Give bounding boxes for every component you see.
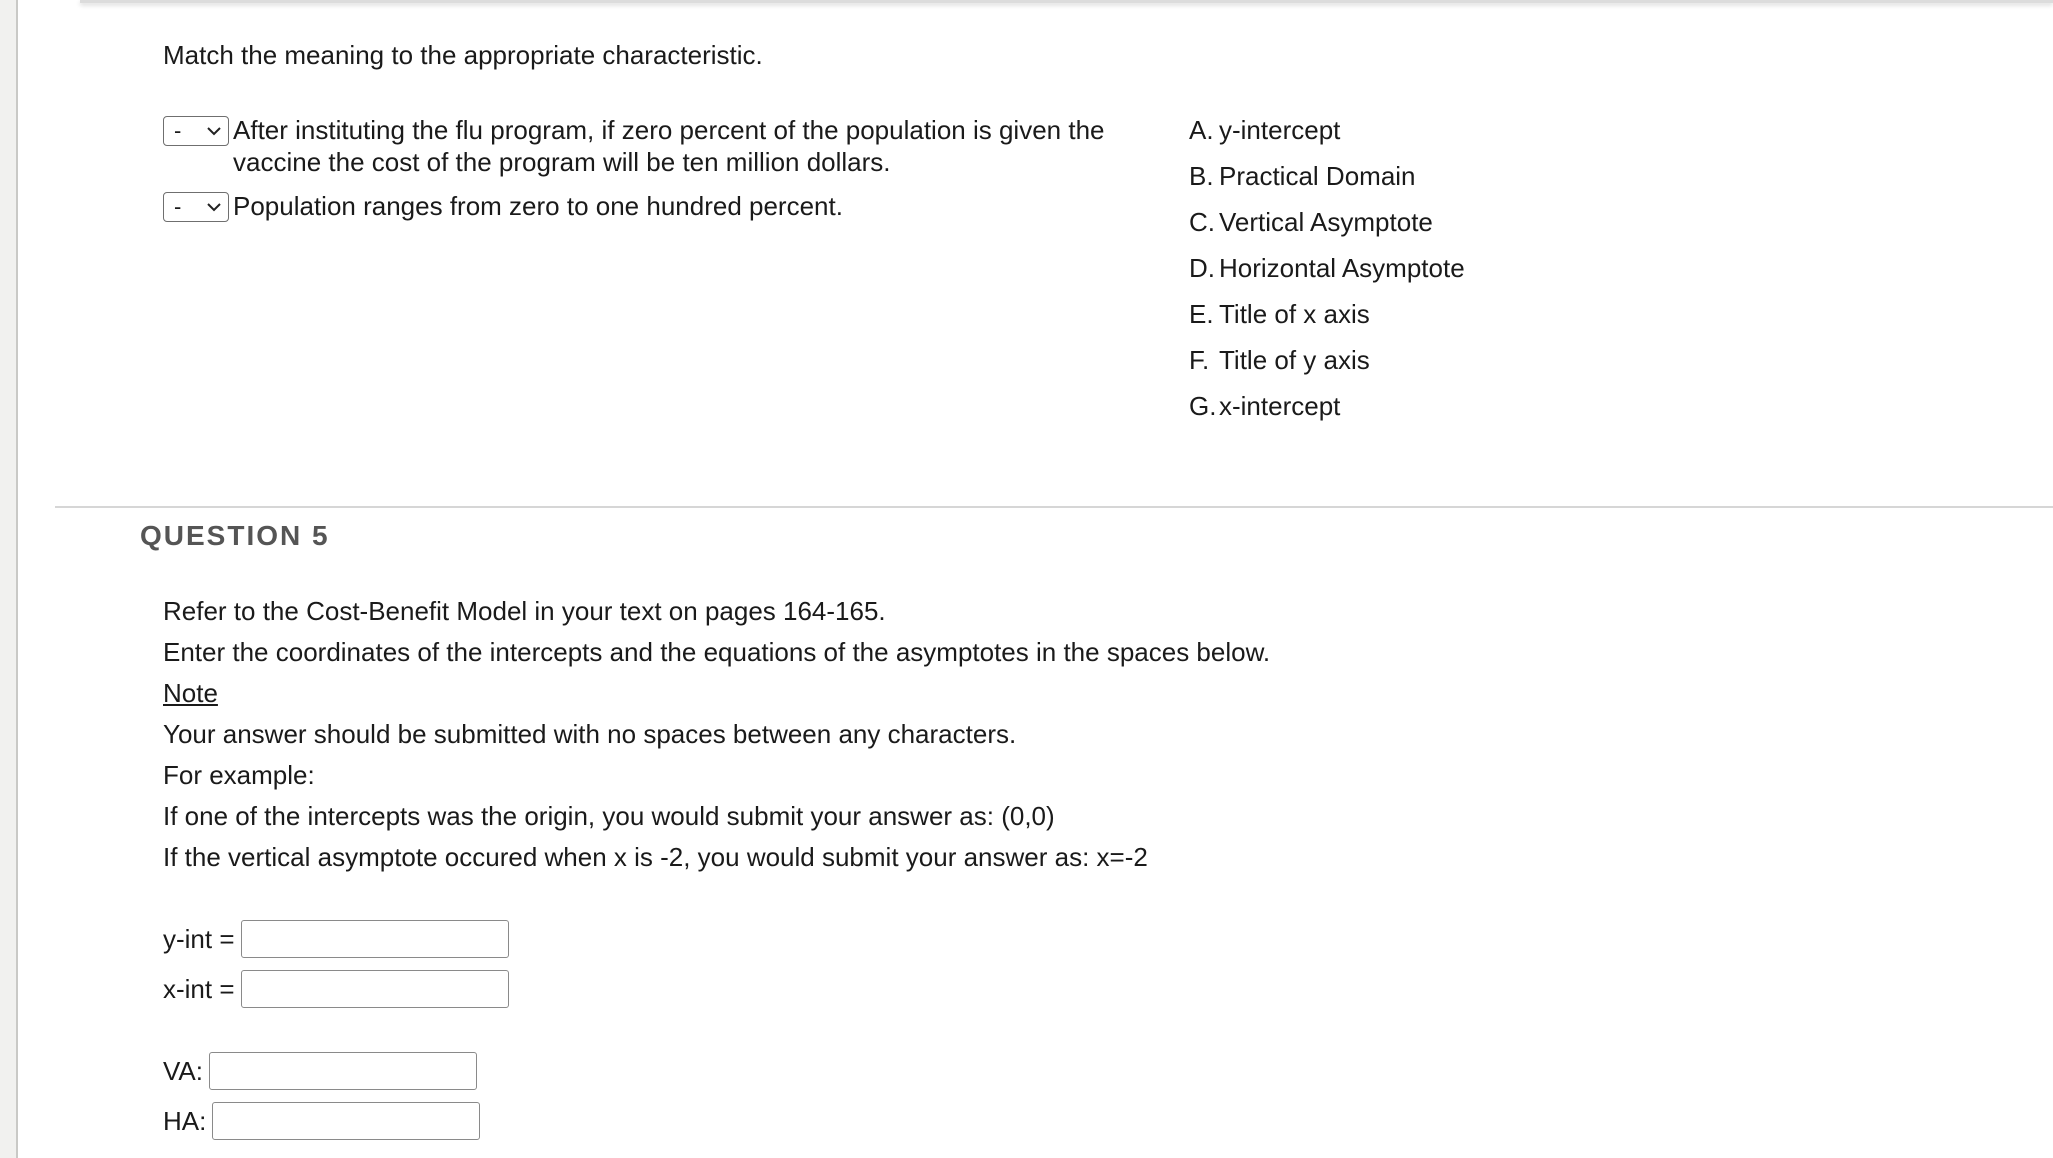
option-label: Title of x axis [1219,299,1370,329]
question-text-line: For example: [163,760,315,790]
answer-option [1189,160,1465,206]
question-text-line: If one of the intercepts was the origin, you would submit your answer as: (0,0) [163,801,1055,831]
va-input[interactable] [209,1052,477,1090]
matching-items [163,114,1163,234]
matching-item [163,114,1163,178]
question-body [163,591,2023,878]
ha-row [163,1102,480,1140]
yint-input[interactable] [241,920,509,958]
option-letter: B. [1189,161,1214,191]
option-letter: E. [1189,299,1214,329]
ha-label: HA: [163,1105,207,1136]
option-label: Horizontal Asymptote [1219,253,1465,283]
matching-item [163,190,1163,222]
va-label: VA: [163,1055,203,1086]
yint-row [163,920,509,958]
chevron-down-icon [206,199,222,215]
option-label: x-intercept [1219,391,1341,421]
question-text-line: Refer to the Cost-Benefit Model in your text on pages 164-165. [163,596,886,626]
match-item-text: Population ranges from zero to one hundred percent. [233,191,843,221]
answer-option [1189,252,1465,298]
answer-option [1189,298,1465,344]
option-letter: A. [1189,115,1214,145]
answer-option [1189,344,1465,390]
question-text-line: Your answer should be submitted with no spaces between any characters. [163,719,1017,749]
match-select-value: - [174,194,182,219]
answer-option [1189,114,1465,160]
matching-question [163,38,2023,421]
option-label: Vertical Asymptote [1219,207,1433,237]
yint-label: y-int = [163,923,235,954]
option-label: Practical Domain [1219,161,1416,191]
option-letter: G. [1189,391,1217,421]
answer-options-list [1189,114,1465,436]
xint-label: x-int = [163,973,235,1004]
question-title: QUESTION 5 [140,520,330,551]
chevron-down-icon [206,123,222,139]
option-letter: D. [1189,253,1215,283]
match-select-2[interactable] [163,192,229,222]
note-link[interactable]: Note [163,678,218,708]
option-label: Title of y axis [1219,345,1370,375]
question-text-line: If the vertical asymptote occured when x is -2, you would submit your answer as: x=-2 [163,842,1148,872]
match-select-1[interactable] [163,116,229,146]
option-label: y-intercept [1219,115,1341,145]
va-row [163,1052,477,1090]
option-letter: F. [1189,345,1210,375]
answer-option [1189,206,1465,252]
match-select-value: - [174,118,182,143]
option-letter: C. [1189,207,1215,237]
matching-instruction: Match the meaning to the appropriate characteristic. [163,40,763,70]
question-text-line: Enter the coordinates of the intercepts and the equations of the asymptotes in the spaces below. [163,637,1271,667]
question-divider [55,506,2053,508]
match-item-text: After instituting the flu program, if zero percent of the population is given the vaccine the cost of the program will be ten million dollars. [233,115,1105,177]
xint-row [163,970,509,1008]
ha-input[interactable] [212,1102,480,1140]
xint-input[interactable] [241,970,509,1008]
answer-option [1189,390,1465,436]
left-rail [0,0,18,1158]
top-shadow-divider [80,0,2053,3]
